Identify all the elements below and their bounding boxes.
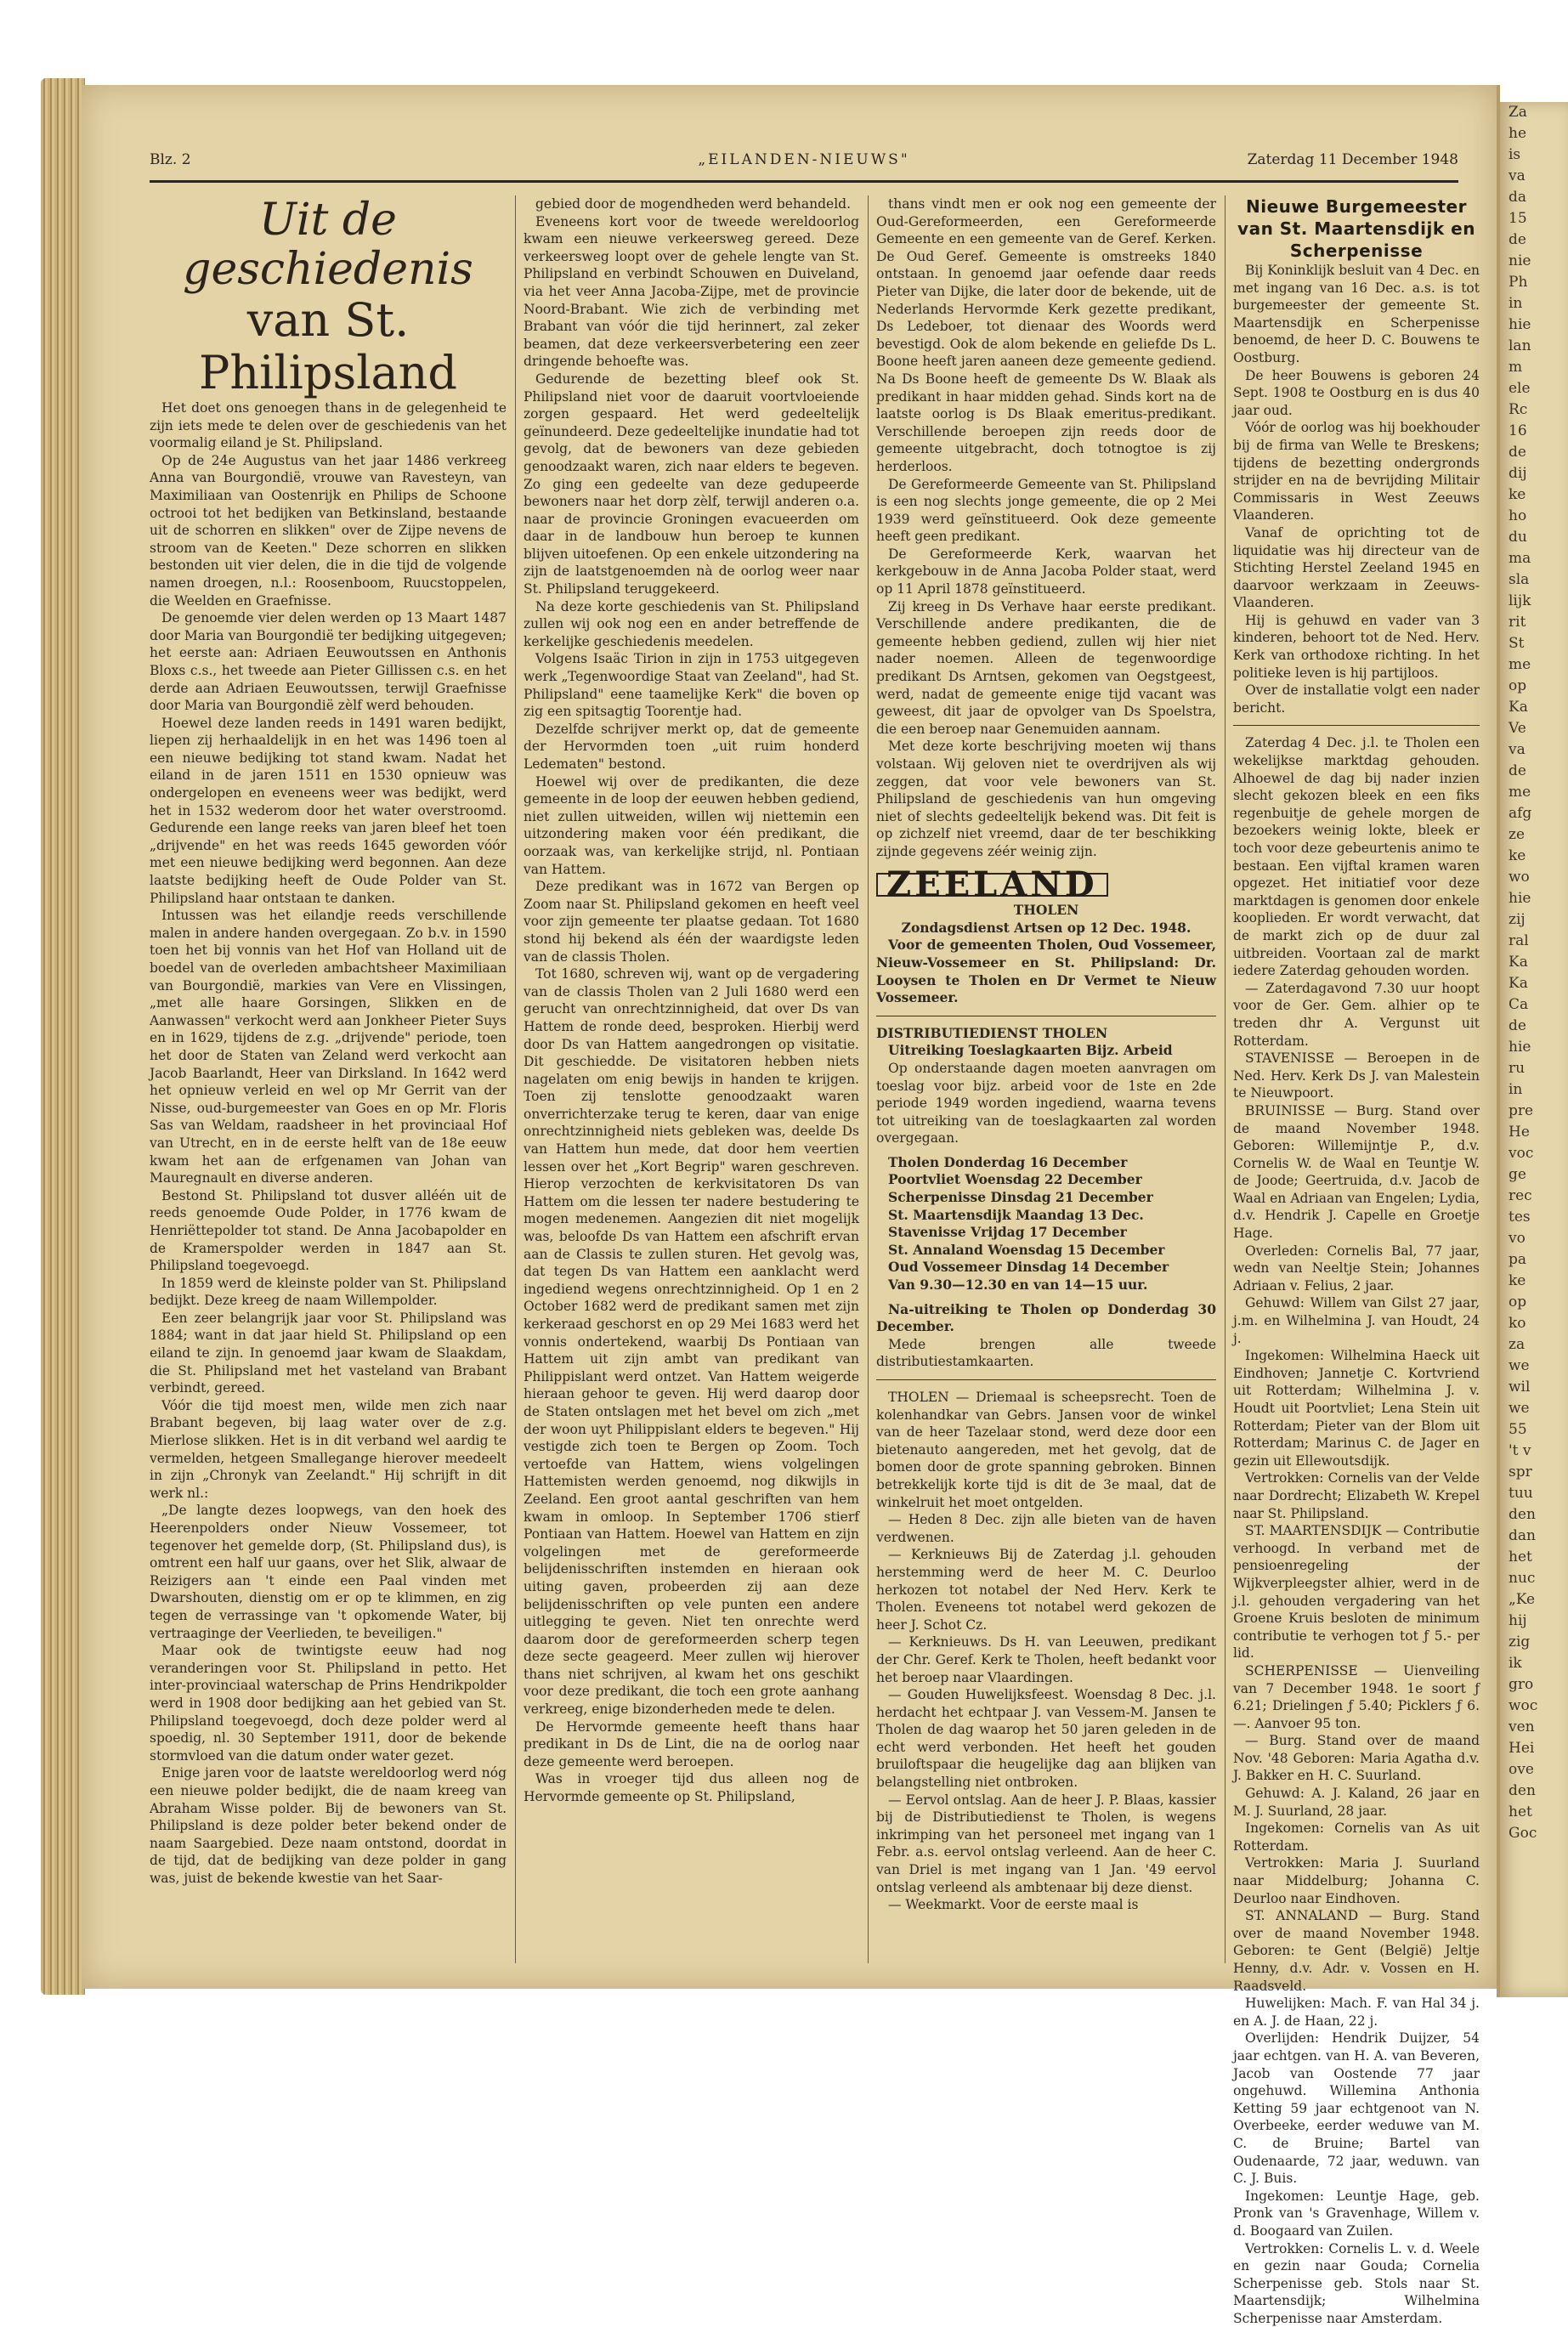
- scherpenisse-item: SCHERPENISSE — Uienveiling van 7 December 1948. 1e soort ƒ 6.21; Drielingen ƒ 5.40; Picklers ƒ 6.—. Aanvoer 95 ton.: [1233, 1662, 1480, 1732]
- column-divider: [515, 195, 516, 1963]
- next-page-fragment: ho: [1500, 506, 1568, 527]
- article-paragraph: Zij kreeg in Ds Verhave haar eerste predikant. Verschillende andere predikanten, die de gemeente hebben gediend, zullen wij hier niet nader noemen. Alleen de tegenwoordige predikant Ds Arntsen, gekomen van Oegstgeest, werd, nadat de gemeente enige tijd vacant was geweest, dit jaar de opvolger van Ds Spoelstra, die een beroep naar Genemuiden aannam.: [876, 598, 1216, 739]
- markt-paragraph: Zaterdag 4 Dec. j.l. te Tholen een wekelijkse marktdag gehouden. Alhoewel de dag bij nader inzien slecht gekozen bleek en een fiks regenbuitje de gehele morgen de bezoekers weinig lokte, bleek er toch voor deze gebeurtenis animo te bestaan. Een vijftal kramen waren opgezet. Het initiatief voor deze marktdagen is genomen door enkele kooplieden. Er wordt verwacht, dat de markt zich op de duur zal uitbreiden. Voortaan zal de markt iedere Zaterdag gehouden worden.: [1233, 734, 1480, 979]
- burgemeester-paragraph: Vóór de oorlog was hij boekhouder bij de firma van Welle te Breskens; tijdens de bezetting ondergronds strijder en na de bevrijding Militair Commissaris in West Zeeuws Vlaanderen.: [1233, 419, 1480, 524]
- next-page-fragment: „Ke: [1500, 1589, 1568, 1611]
- next-page-fragment: Ca: [1500, 994, 1568, 1016]
- newspaper-title: „EILANDEN-NIEUWS": [150, 151, 1458, 168]
- next-page-fragment: Goc: [1500, 1823, 1568, 1844]
- scherpenisse-item: Gehuwd: A. J. Kaland, 26 jaar en M. J. Suurland, 28 jaar.: [1233, 1785, 1480, 1820]
- markt-paragraph: — Zaterdagavond 7.30 uur hoopt voor de Ger. Gem. alhier op te treden dhr A. Vergunst uit Rotterdam.: [1233, 980, 1480, 1050]
- schedule-line: Van 9.30—12.30 en van 14—15 uur.: [876, 1277, 1216, 1294]
- next-page-fragment: hie: [1500, 314, 1568, 336]
- next-page-fragment: we: [1500, 1398, 1568, 1419]
- next-page-fragment: lan: [1500, 336, 1568, 357]
- next-page-fragment: wo: [1500, 867, 1568, 888]
- next-page-fragment: op: [1500, 1292, 1568, 1313]
- next-page-fragment: afg: [1500, 803, 1568, 824]
- article-paragraph: Gedurende de bezetting bleef ook St. Philipsland niet voor de daaruit voortvloeiende zorgen gespaard. Het werd gedeeltelijk geïnundeerd. Deze gedeeltelijke inundatie had tot gevolg, dat de bewoners van deze gebieden genoodzaakt waren, zich naar elders te begeven. Zo ging een gedeelte van deze gedupeerde bewoners naar het dorp zèlf, terwijl anderen o.a. naar de provincie Groningen evacueerden om daar in de landbouw hun beroep te kunnen blijven uitoefenen. Op een enkele uitzondering na zijn de laatstgenoemden nà de oorlog weer naar St. Philipsland teruggekeerd.: [524, 371, 859, 598]
- article-paragraph: In 1859 werd de kleinste polder van St. Philipsland bedijkt. Deze kreeg de naam Willempolder.: [150, 1275, 507, 1310]
- page-number: Blz. 2: [150, 151, 191, 168]
- distrib-text: Op onderstaande dagen moeten aanvragen om toeslag voor bijz. arbeid voor de 1ste en 2de periode 1949 worden ingediend, waarna tevens tot uitreiking van de toeslagkaarten zal worden overgegaan.: [876, 1060, 1216, 1147]
- next-page-fragment: voc: [1500, 1143, 1568, 1164]
- next-page-fragment: hie: [1500, 1037, 1568, 1058]
- schedule-line: Poortvliet Woensdag 22 December: [876, 1171, 1216, 1189]
- article-paragraph: gebied door de mogendheden werd behandeld.: [524, 195, 859, 213]
- article-paragraph: Maar ook de twintigste eeuw had nog veranderingen voor St. Philipsland in petto. Het inter-provinciaal waterschap de Prins Hendrikpolder werd in 1908 door bedijking aan het gebied van St. Philipsland toegevoegd, doch deze polder werd al spoedig, nl. 30 September 1911, door de bekende stormvloed van die datum onder water gezet.: [150, 1642, 507, 1764]
- distrib-heading: DISTRIBUTIEDIENST THOLEN: [876, 1025, 1216, 1043]
- distrib-subheading: Uitreiking Toeslagkaarten Bijz. Arbeid: [876, 1042, 1216, 1060]
- next-page-fragment: pre: [1500, 1101, 1568, 1122]
- schedule-line: St. Annaland Woensdag 15 December: [876, 1242, 1216, 1260]
- next-page-fragment: in: [1500, 1079, 1568, 1101]
- next-page-fragment: tes: [1500, 1207, 1568, 1228]
- next-page-fragment: ove: [1500, 1759, 1568, 1781]
- next-page-fragment: de: [1500, 229, 1568, 251]
- article-paragraph: Na deze korte geschiedenis van St. Philipsland zullen wij ook nog een en ander betreffende de kerkelijke geschiedenis meedelen.: [524, 598, 859, 651]
- next-page-fragment: is: [1500, 144, 1568, 166]
- next-page-fragment: ke: [1500, 1271, 1568, 1292]
- news-item: — Eervol ontslag. Aan de heer J. P. Blaas, kassier bij de Distributiedienst te Tholen, is wegens inkrimping van het personeel met ingang van 1 Febr. a.s. eervol ontslag verleend. Aan de heer C. van Driel is met ingang van 1 Jan. '49 eervol ontslag verleend als ambtenaar bij deze dienst.: [876, 1792, 1216, 1897]
- next-page-fragment: het: [1500, 1802, 1568, 1823]
- next-page-fragment: ik: [1500, 1653, 1568, 1674]
- news-item: — Weekmarkt. Voor de eerste maal is: [876, 1896, 1216, 1914]
- zeeland-banner: ZEELAND: [876, 873, 1108, 897]
- tholen-heading: THOLEN: [876, 902, 1216, 920]
- article-paragraph: Dezelfde schrijver merkt op, dat de gemeente der Hervormden toen „uit ruim honderd Ledematen" bestond.: [524, 721, 859, 773]
- next-page-fragment: wil: [1500, 1377, 1568, 1398]
- artsen-heading: Zondagsdienst Artsen op 12 Dec. 1948.: [876, 920, 1216, 937]
- news-item: — Kerknieuws. Ds H. van Leeuwen, predikant der Chr. Geref. Kerk te Tholen, heeft bedankt voor het beroep naar Vlaardingen.: [876, 1633, 1216, 1686]
- article-paragraph: Eveneens kort voor de tweede wereldoorlog kwam een nieuwe verkeersweg gereed. Deze verkeersweg loopt over de gehele lengte van St. Philipsland en verbindt Schouwen en Duiveland, via het veer Anna Jacoba-Zijpe, met de provincie Noord-Brabant. Wie zich de verbinding met Brabant van vóór die tijd herinnert, zal zeker beamen, dat deze verkeersverbetering een zeer dringende behoefte was.: [524, 213, 859, 371]
- next-page-fragment: op: [1500, 676, 1568, 697]
- next-page-fragment: hie: [1500, 888, 1568, 909]
- next-page-fragment: he: [1500, 123, 1568, 144]
- article-body: [150, 399, 507, 1887]
- article-paragraph: Tot 1680, schreven wij, want op de vergadering van de classis Tholen van 2 Juli 1680 werd een gerucht van onrechtzinnigheid, dat over Ds van Hattem de ronde deed, besproken. Hierbij werd door Ds van Hattem aangedrongen op visitatie. Dit geschiedde. De visitatoren hebben niets nagelaten om enig bewijs in handen te krijgen. Toen zij tenslotte genoodzaakt waren onverrichterzake terug te keren, daar van enige onrechtzinnigheid niets gebleken was, deelde Ds van Hattem hun mede, dat door hem veertien lessen over het „Kort Begrip" waren geschreven. Hierop verzochten de kerkvisitatoren Ds van Hattem om die lessen ter nadere bestudering te mogen medenemen. Aangezien dit niet mogelijk was, beloofde Ds van Hattem een afschrift ervan aan de Classis te zullen sturen. Het gevolg was, dat tegen Ds van Hattem een aanklacht werd ingediend wegens onrechtzinnigheid. Op 1 en 2 October 1682 werd de predikant samen met zijn kerkeraad geschorst en op 29 Mei 1683 werd het vonnis ondertekend, waarbij Ds Pontiaan van Hattem uit zijn ambt van predikant van Philippislant werd ontzet. Van Hattem weigerde hieraan gehoor te geven. Hij werd daarop door de Staten ontslagen met het bevel om zich „met der woon uyt Philippislant elders te begeven." Hij vestigde zich toen te Bergen op Zoom. Toch vertoefde van Hattem, wiens volgelingen Hattemisten werden genoemd, nog dikwijls in Zeeland. Een groot aantal geschriften van hem kwam in omloop. In September 1706 stierf Pontiaan van Hattem. Hoewel van Hattem en zijn volgelingen met de gereformeerde belijdenisschriften instemden en hieraan ook uiting gaven, probeerden zij aan deze belijdenisschriften op vele punten een andere uitlegging te geven. Niet ten onrechte werd daarom door de gereformeerden scherp tegen deze secte geageerd. Meer zullen wij hierover thans niet schrijven, al kwam het ons geschikt voor deze predikant, die toch een grote aanhang verkreeg, enige bizonderheden mede te delen.: [524, 965, 859, 1718]
- issue-date: Zaterdag 11 December 1948: [1248, 151, 1458, 168]
- next-page-fragment: pa: [1500, 1249, 1568, 1271]
- annaland-item: Overlijden: Hendrik Duijzer, 54 jaar echtgen. van H. A. van Beveren, Jacob van Oostende 77 jaar ongehuwd. Willemina Anthonia Ketting 59 jaar echtgenoot van N. Overbeeke, eerder weduwe van M. C. de Bruine; Bartel van Oudenaarde, 72 jaar, weduwn. van C. J. Buis.: [1233, 2030, 1480, 2187]
- next-page-fragment: den: [1500, 1504, 1568, 1526]
- next-page-fragment: Hei: [1500, 1738, 1568, 1759]
- next-page-fragment: 16: [1500, 421, 1568, 442]
- next-page-fragment: He: [1500, 1122, 1568, 1143]
- scherpenisse-item: Ingekomen: Cornelis van As uit Rotterdam.: [1233, 1820, 1480, 1854]
- next-page-fragment: zij: [1500, 909, 1568, 931]
- next-page-fragment: va: [1500, 739, 1568, 761]
- scherpenisse-item: Vertrokken: Maria J. Suurland naar Middelburg; Johanna C. Deurloo naar Eindhoven.: [1233, 1854, 1480, 1907]
- schedule-note-2: Mede brengen alle tweede distributiestamkaarten.: [876, 1336, 1216, 1371]
- church-history-body: [876, 195, 1216, 861]
- next-page-strip: [1500, 102, 1568, 1997]
- burgemeester-paragraph: Over de installatie volgt een nader bericht.: [1233, 682, 1480, 716]
- next-page-fragment: m: [1500, 357, 1568, 378]
- artsen-text: Voor de gemeenten Tholen, Oud Vossemeer, Nieuw-Vossemeer en St. Philipsland: Dr. Looysen te Tholen en Dr Vermet te Nieuw Vossemeer.: [876, 937, 1216, 1006]
- next-page-fragment: ven: [1500, 1717, 1568, 1738]
- next-page-fragment: vo: [1500, 1228, 1568, 1249]
- schedule-line: Scherpenisse Dinsdag 21 December: [876, 1189, 1216, 1207]
- next-page-fragment: de: [1500, 442, 1568, 463]
- article-paragraph: Vóór die tijd moest men, wilde men zich naar Brabant begeven, bij laag water over de z.g. Mierlose slikken. Het is in dit verband wel aardig te vermelden, hetgeen Smallegange hierover meedeelt in zijn „Chronyk van Zeelandt." Hij schrijft in dit werk nl.:: [150, 1397, 507, 1503]
- article-headline-line2: van St. Philipsland: [150, 294, 507, 399]
- schedule-line: Stavenisse Vrijdag 17 December: [876, 1224, 1216, 1242]
- next-page-fragment: den: [1500, 1781, 1568, 1802]
- annaland-item: Huwelijken: Mach. F. van Hal 34 j. en A. J. de Haan, 22 j.: [1233, 1995, 1480, 2030]
- schedule-line: Oud Vossemeer Dinsdag 14 December: [876, 1259, 1216, 1277]
- next-page-fragment: de: [1500, 761, 1568, 782]
- article-paragraph: Hoewel wij over de predikanten, die deze gemeente in de loop der eeuwen hebben gediend, niet zullen uitweiden, willen wij niettemin een uitzondering maken voor één predikant, die oorzaak was, van kerkelijke strijd, nl. Pontiaan van Hattem.: [524, 773, 859, 879]
- next-page-fragment: woc: [1500, 1696, 1568, 1717]
- schedule-note: Na-uitreiking te Tholen op Donderdag 30 December.: [876, 1301, 1216, 1336]
- next-page-fragment: Ka: [1500, 952, 1568, 973]
- next-page-fragment: ral: [1500, 931, 1568, 952]
- bruinisse-item: Gehuwd: Willem van Gilst 27 jaar, j.m. en Wilhelmina J. van Houdt, 24 j.: [1233, 1294, 1480, 1347]
- article-paragraph: Bestond St. Philipsland tot dusver alléén uit de reeds genoemde Oude Polder, in 1776 kwam de Henriëttepolder tot stand. De Anna Jacobapolder en de Kramerspolder werden in 1847 aan St. Philipsland toegevoegd.: [150, 1187, 507, 1275]
- stavenisse-item: STAVENISSE — Beroepen in de Ned. Herv. Kerk Ds J. van Malestein te Nieuwpoort.: [1233, 1050, 1480, 1102]
- next-page-fragment: ma: [1500, 548, 1568, 569]
- next-page-fragment: da: [1500, 187, 1568, 208]
- next-page-fragment: Ka: [1500, 973, 1568, 994]
- next-page-fragment: ele: [1500, 378, 1568, 399]
- next-page-fragment: dij: [1500, 463, 1568, 484]
- next-page-fragment: de: [1500, 1016, 1568, 1037]
- article-paragraph: Was in vroeger tijd dus alleen nog de Hervormde gemeente op St. Philipsland,: [524, 1770, 859, 1805]
- next-page-fragment: we: [1500, 1356, 1568, 1377]
- next-page-fragment: spr: [1500, 1462, 1568, 1483]
- burgemeester-paragraph: De heer Bouwens is geboren 24 Sept. 1908 te Oostburg en is dus 40 jaar oud.: [1233, 367, 1480, 420]
- next-page-fragment: hij: [1500, 1611, 1568, 1632]
- next-page-fragment: lijk: [1500, 591, 1568, 612]
- next-page-fragment: me: [1500, 782, 1568, 803]
- burgemeester-paragraph: Vanaf de oprichting tot de liquidatie was hij directeur van de Stichting Herstel Zeeland 1945 en daarvoor werkzaam in Zeeuws-Vlaanderen.: [1233, 524, 1480, 612]
- next-page-fragment: Ka: [1500, 697, 1568, 718]
- next-page-fragment: dan: [1500, 1526, 1568, 1547]
- next-page-fragment: St: [1500, 633, 1568, 654]
- next-page-fragment: 't v: [1500, 1441, 1568, 1462]
- next-page-fragment: va: [1500, 166, 1568, 187]
- article-paragraph: Intussen was het eilandje reeds verschillende malen in andere handen overgegaan. Zo b.v. in 1590 toen het bij vonnis van het Hof van Holland uit de boedel van de overleden ambachtsheer Maximiliaan van Bourgondië, markies van Vere en Vlissingen, „met alle haare Gorsingen, Slikken en de Aanwassen" verkocht werd aan Jonkheer Pieter Suys en in 1629, tijdens de z.g. „drijvende" periode, toen het door de Staten van Zeland werd verkocht aan Jacob Baarlandt, Heer van Dirksland. In 1642 werd het opnieuw verleid en wel op Mr Gerrit van der Nisse, oud-burgemeester van Goes en op Mr. Floris Sas van Weldam, raadsheer in het provinciaal Hof van Utrecht, en in de eerste helft van de 18e eeuw kwam het aan de erfgenamen van Johan van Mauregnault en diverse anderen.: [150, 907, 507, 1187]
- burgemeester-paragraph: Hij is gehuwd en vader van 3 kinderen, behoort tot de Ned. Herv. Kerk van orthodoxe richting. In het politieke leven is hij partijloos.: [1233, 612, 1480, 682]
- article-paragraph: Volgens Isaäc Tirion in zijn in 1753 uitgegeven werk „Tegenwoordige Staat van Zeeland", had St. Philipsland" eene taamelijke Kerk" die boven op zig een spitsagtig Toorentje had.: [524, 650, 859, 720]
- next-page-fragment: ke: [1500, 846, 1568, 867]
- next-page-fragment: me: [1500, 654, 1568, 676]
- next-page-fragment: du: [1500, 527, 1568, 548]
- article-paragraph: Enige jaren voor de laatste wereldoorlog werd nóg een nieuwe polder bedijkt, die de naam kreeg van Abraham Wisse polder. Bij de bewoners van St. Philipsland is deze polder beter bekend onder de naam Saargebied. Deze naam ontstond, doordat in de tijd, dat de bedijking van deze polder in gang was, juist de bekende kwestie van het Saar-: [150, 1764, 507, 1887]
- maartensdijk-item: ST. MAARTENSDIJK — Contributie verhoogd. In verband met de pensioenregeling der Wijkverpleegster alhier, werd in de j.l. gehouden vergadering van het Groene Kruis besloten de minimum contributie te verhogen tot ƒ 5.- per lid.: [1233, 1522, 1480, 1662]
- next-page-fragment: Ph: [1500, 272, 1568, 293]
- next-page-fragment: rec: [1500, 1186, 1568, 1207]
- next-page-fragment: rit: [1500, 612, 1568, 633]
- next-page-fragment: nuc: [1500, 1568, 1568, 1589]
- burgemeester-headline: Nieuwe Burgemeester van St. Maartensdijk en Scherpenisse: [1233, 195, 1480, 262]
- distrib-schedule: [876, 1154, 1216, 1294]
- next-page-fragment: sla: [1500, 569, 1568, 591]
- schedule-line: St. Maartensdijk Maandag 13 Dec.: [876, 1207, 1216, 1225]
- section-rule: [876, 1379, 1216, 1380]
- tholen-news: [876, 1389, 1216, 1914]
- next-page-fragment: ru: [1500, 1058, 1568, 1079]
- newspaper-page: [82, 85, 1497, 1989]
- article-paragraph: thans vindt men er ook nog een gemeente der Oud-Gereformeerden, een Gereformeerde Gemeente en een gemeente van de Geref. Kerken. De Oud Geref. Gemeente is omstreeks 1840 ontstaan. In genoemd jaar oefende daar reeds Pieter van Dijke, die later door de bekende, uit de Nederlands Hervormde Kerk gezette predikant, Ds Ledeboer, tot dienaar des Woords werd bevestigd. Ook de alom bekende en geliefde Ds L. Boone heeft jaren aaneen deze gemeente gediend. Na Ds Boone heeft de gemeente Ds W. Blaak als predikant in haar midden gehad. Sinds kort na de laatste oorlog is Ds Blaak emeritus-predikant. Verschillende beroepen zijn reeds door de gemeente uitgebracht, doch totnogtoe is zij herderloos.: [876, 195, 1216, 476]
- next-page-fragment: ge: [1500, 1164, 1568, 1186]
- masthead-rule: [150, 180, 1458, 183]
- article-paragraph: Het doet ons genoegen thans in de gelegenheid te zijn iets mede te delen over de geschiedenis van het voormalig eiland je St. Philipsland.: [150, 399, 507, 452]
- next-page-fragment: Za: [1500, 102, 1568, 123]
- news-item: THOLEN — Driemaal is scheepsrecht. Toen de kolenhandkar van Gebrs. Jansen voor de winkel van de heer Tazelaar stond, werd deze door een bietenauto aangereden, met het gevolg, dat de bomen door de grote spanning gebroken. Binnen betrekkelijk korte tijd is dit de 3e maal, dat de winkelruit het moet ontgelden.: [876, 1389, 1216, 1511]
- next-page-fragment: in: [1500, 293, 1568, 314]
- next-page-fragment: Ve: [1500, 718, 1568, 739]
- next-page-fragment: 55: [1500, 1419, 1568, 1441]
- article-paragraph: Met deze korte beschrijving moeten wij thans volstaan. Wij geloven niet te overdrijven als wij zeggen, dat voor vele bewoners van St. Philipsland de geschiedenis van hun omgeving niet of slechts gedeeltelijk bekend was. Dit feit is op zichzelf niet vreemd, daar de ter beschikking zijnde gegevens zéér weinig zijn.: [876, 738, 1216, 860]
- next-page-fragment: het: [1500, 1547, 1568, 1568]
- article-paragraph: Een zeer belangrijk jaar voor St. Philipsland was 1884; want in dat jaar hield St. Philipsland op een eiland te zijn. In genoemd jaar kwam de Slaakdam, die St. Philipsland met het vasteland van Brabant verbindt, gereed.: [150, 1310, 507, 1397]
- article-continued-body: [524, 195, 859, 1806]
- scherpenisse-item: — Burg. Stand over de maand Nov. '48 Geboren: Maria Agatha d.v. J. Bakker en H. C. Suurland.: [1233, 1732, 1480, 1785]
- article-paragraph: Hoewel deze landen reeds in 1491 waren bedijkt, liepen zij herhaaldelijk in en het was 1496 toen al een nieuwe bedijking tot stand kwam. Nadat het eiland in de jaren 1511 en 1530 opnieuw was ondergelopen en eveneens weer was bedijkt, werd het in 1532 wederom door het water overstroomd. Gedurende een lange reeks van jaren bleef het toen „drijvende" en het was reeds 1645 geworden vóór met een nieuwe bedijking werd begonnen. Aan deze laatste bedijking heeft de Oude Polder van St. Philipsland haar ontstaan te danken.: [150, 715, 507, 908]
- news-item: — Gouden Huwelijksfeest. Woensdag 8 Dec. j.l. herdacht het echtpaar J. van Vessem-M. Jansen te Tholen de dag waarop het 50 jaren geleden in de echt werd verbonden. Het heeft het gouden bruiloftspaar die heugelijke dag aan blijken van belangstelling niet ontbroken.: [876, 1686, 1216, 1792]
- masthead: [150, 151, 1458, 180]
- next-page-fragment: zig: [1500, 1632, 1568, 1653]
- news-item: — Kerknieuws Bij de Zaterdag j.l. gehouden herstemming werd de heer M. C. Deurloo herkozen tot notabel der Ned Herv. Kerk te Tholen. Eveneens tot notabel werd gekozen de heer J. Schot Cz.: [876, 1546, 1216, 1633]
- column-divider: [868, 195, 869, 1963]
- article-paragraph: „De langte dezes loopwegs, van den hoek des Heerenpolders onder Nieuw Vossemeer, tot tegenover het gemelde dorp, (St. Philipsland dus), is omtrent een half uur gaans, over het Slik, alwaar de Reizigers aan 't einde een Paal vinden met Dwarshouten, dienstig om er op te klimmen, en zig tegen de verrassinge van 't opkomende Water, bij vertraaginge der Veerlieden, te beveiligen.": [150, 1502, 507, 1642]
- next-page-fragment: Rc: [1500, 399, 1568, 421]
- next-page-fragment: nie: [1500, 251, 1568, 272]
- book-page-edges: [41, 78, 85, 1995]
- news-item: — Heden 8 Dec. zijn alle bieten van de haven verdwenen.: [876, 1511, 1216, 1546]
- article-paragraph: De Hervormde gemeente heeft thans haar predikant in Ds de Lint, die na de oorlog naar deze gemeente werd beroepen.: [524, 1718, 859, 1771]
- bruinisse-item: Vertrokken: Cornelis van der Velde naar Dordrecht; Elizabeth W. Krepel naar St. Philipsland.: [1233, 1469, 1480, 1522]
- annaland-item: Ingekomen: Leuntje Hage, geb. Pronk van 's Gravenhage, Willem v. d. Boogaard van Zuilen.: [1233, 2188, 1480, 2240]
- article-headline-line1: Uit de geschiedenis: [150, 195, 507, 294]
- bruinisse-item: BRUINISSE — Burg. Stand over de maand November 1948. Geboren: Willemijntje P., d.v. Cornelis W. de Waal en Teuntje W. de Joode; Geertruida, d.v. Jacob de Waal en Adriaan van Engelen; Lydia, d.v. Hendrik J. Capelle en Groetje Hage.: [1233, 1102, 1480, 1243]
- column-3: [876, 195, 1216, 1972]
- article-paragraph: De Gereformeerde Kerk, waarvan het kerkgebouw in de Anna Jacoba Polder staat, werd op 11 April 1878 geïnstitueerd.: [876, 546, 1216, 598]
- burgemeester-paragraph: Bij Koninklijk besluit van 4 Dec. en met ingang van 16 Dec. a.s. is tot burgemeester der gemeente St. Maartensdijk en Scherpenisse benoemd, de heer D. C. Bouwens te Oostburg.: [1233, 262, 1480, 367]
- column-4: [1233, 195, 1480, 1972]
- next-page-fragment: 15: [1500, 208, 1568, 229]
- article-paragraph: Op de 24e Augustus van het jaar 1486 verkreeg Anna van Bourgondië, vrouwe van Ravesteyn, van Maximiliaan van Oostenrijk en Philips de Schoone octrooi tot het bedijken van Betkinsland, bestaande uit de schorren en slikken" over de Zijpe nevens de stroom van de Keeten." Deze schorren en slikken bestonden uit vier delen, die in die tijd de volgende namen droegen, n.l.: Roosenboom, Ruucstoppelen, die Weelden en Graefnisse.: [150, 452, 507, 609]
- next-page-fragment: ko: [1500, 1313, 1568, 1334]
- article-paragraph: De genoemde vier delen werden op 13 Maart 1487 door Maria van Bourgondië ter bedijking uitgegeven; het eerste aan: Adriaen Eeuwoutssen en Anthonis Bloxs c.s., het tweede aan Pieter Gillissen c.s. en het derde aan Adriaen Eeuwoutssen, terwijl Graefnisse door Maria van Bourgondië zèlf werd behouden.: [150, 609, 507, 715]
- bruinisse-item: Ingekomen: Wilhelmina Haeck uit Eindhoven; Jannetje C. Kortvriend uit Rotterdam; Wilhelmina J. v. Houdt uit Poortvliet; Lena Stein uit Rotterdam; Pieter van der Blom uit Rotterdam; Marinus C. de Jager en gezin uit Ellewoutsdijk.: [1233, 1347, 1480, 1469]
- next-page-fragment: za: [1500, 1334, 1568, 1356]
- column-2: [524, 195, 859, 1972]
- article-paragraph: De Gereformeerde Gemeente van St. Philipsland is een nog slechts jonge gemeente, die op 2 Mei 1939 werd geïnstitueerd. Ook deze gemeente heeft geen predikant.: [876, 476, 1216, 546]
- next-page-fragment: ze: [1500, 824, 1568, 846]
- column-divider: [1225, 195, 1226, 1963]
- bruinisse-item: Overleden: Cornelis Bal, 77 jaar, wedn van Neeltje Stein; Johannes Adriaan v. Felius, 2 jaar.: [1233, 1243, 1480, 1295]
- schedule-line: Tholen Donderdag 16 December: [876, 1154, 1216, 1172]
- next-page-fragment: gro: [1500, 1674, 1568, 1696]
- annaland-item: Vertrokken: Cornelis L. v. d. Weele en gezin naar Gouda; Cornelia Scherpenisse geb. Stols naar St. Maartensdijk; Wilhelmina Scherpenisse naar Amsterdam.: [1233, 2240, 1480, 2327]
- next-page-fragment: tuu: [1500, 1483, 1568, 1504]
- section-rule: [1233, 725, 1480, 726]
- next-page-fragment: ke: [1500, 484, 1568, 506]
- column-1: [150, 195, 507, 1972]
- annaland-item: ST. ANNALAND — Burg. Stand over de maand November 1948. Geboren: te Gent (België) Jeltje Henny, d.v. Adr. v. Vossen en H. Raadsveld.: [1233, 1907, 1480, 1995]
- article-paragraph: Deze predikant was in 1672 van Bergen op Zoom naar St. Philipsland gekomen en heeft veel voor zijn gemeente ter plaatse gedaan. Tot 1680 stond hij bekend als één der waardigste leden van de classis Tholen.: [524, 878, 859, 965]
